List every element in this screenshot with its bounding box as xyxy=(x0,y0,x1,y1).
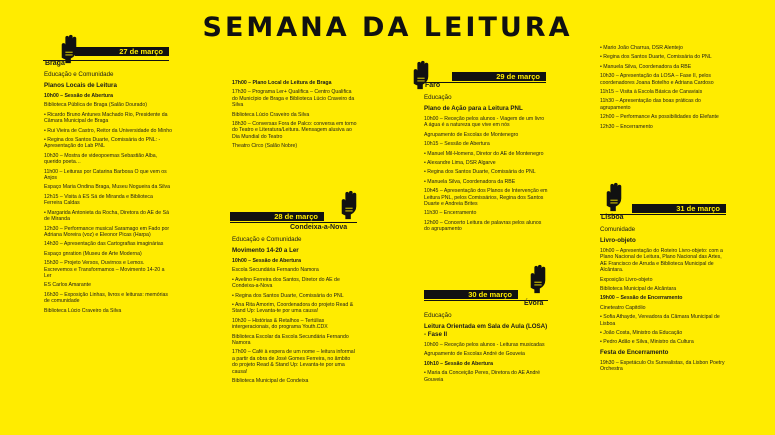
list-item: 12h30 – Performance musical Saramago em Fado por Adriana Moreira (voz) e Eleonor Picas (Harpa) xyxy=(44,225,170,238)
list-item: 10h00 – Receção pelos alunos - Viagem de um livro A água é a natureza que vive em nós xyxy=(424,116,545,129)
list-item: • Sofia Athayde, Vereadora da Câmara Municipal de Lisboa xyxy=(600,314,720,327)
list-item: 10h00 – Sessão de Abertura xyxy=(232,258,302,264)
program-label: Movimento 14-20 a Ler xyxy=(232,247,299,254)
raised-hand-icon xyxy=(527,264,549,294)
city-faro: Faro xyxy=(425,82,441,89)
list-item: 12h30 – Encerramento xyxy=(600,123,653,130)
list-item: • Ana Rita Amorim, Coordenadora do projeto Read & Stand Up: Levanta-te por uma causa! xyxy=(232,302,354,315)
list-item: 10h30 – Mostra de videopoemas Sebastião Alba, querido poeta… xyxy=(44,152,158,166)
area-label: Educação xyxy=(424,94,452,101)
raised-hand-icon xyxy=(603,182,625,212)
list-item: 12h15 – Visita à ES Sá de Miranda e Biblioteca Ferreira Caldas xyxy=(44,193,153,207)
list-item: 10h00 – Apresentação do Roteiro Livro-objeto: com a Plano Nacional de Leitura, Plano Nacional das Artes, AE Francisco de Arruda e Biblioteca Municipal de Alcântara. xyxy=(600,248,723,274)
list-item: 19h30 – Espetáculo Os Surrealistas, da Lisbon Poetry Orchestra xyxy=(600,359,725,373)
column-evora xyxy=(424,312,548,386)
date-bar-30: 30 de março xyxy=(424,290,518,299)
list-item: 17h00 – Plano Local de Leitura de Braga xyxy=(232,80,332,86)
list-item: 11h00 – Leituras por Catarina Barbosa O que vem os Anjos xyxy=(44,168,167,182)
divider xyxy=(230,222,357,223)
area-label: Educação e Comunidade xyxy=(232,236,302,243)
list-item: 11h30 – Encerramento xyxy=(424,210,477,217)
festa-heading: Festa de Encerramento xyxy=(600,348,669,356)
list-item: Biblioteca Escolar da Escola Secundária Fernando Namora xyxy=(232,333,349,347)
list-item: 12h00 – Performance As possibilidades do Elefante xyxy=(600,114,719,121)
list-item: Cineteatro Capitólio xyxy=(600,304,646,311)
list-item: Agrupamento de Escolas André de Gouveia xyxy=(424,351,525,358)
list-item: 11h15 – Visita à Escola Básica de Canaviais xyxy=(600,89,703,96)
list-item: 17h00 – Café à espera de um nome – leitura informal a partir da obra de José Gomes Ferreira, no âmbito do projeto Read & Stand Up: Levanta-te por uma causa! xyxy=(232,349,355,375)
list-item: Exposição Livro-objeto xyxy=(600,276,653,283)
list-item: 10h30 – Apresentação da LOSA – Fase II, pelos coordenadores Joana Botelho e Adriana Cardoso xyxy=(600,73,714,86)
list-item: • Regina dos Santos Duarte, Comissária do PNL xyxy=(600,54,712,61)
list-item: Espaço gnration (Museu de Arte Moderna) xyxy=(44,250,142,257)
list-item: • Ricardo Bruno Antunes Machado Rio, Presidente da Câmara Municipal de Braga xyxy=(44,111,168,125)
list-item: 16h30 – Exposição Linhas, livros e leituras: memórias de comunidade xyxy=(44,291,168,305)
city-condeixa: Condeixa-a-Nova xyxy=(290,224,348,231)
area-label: Educação e Comunidade xyxy=(44,71,114,78)
list-item: • Margarida Antonieta da Rocha, Diretora do AE de Sá de Miranda xyxy=(44,209,169,223)
list-item: 10h10 – Sessão de Abertura xyxy=(424,360,494,367)
list-item: • Alexandre Lima, DSR Algarve xyxy=(424,160,496,167)
list-item: 17h30 – Programa Ler+ Qualifica – Centro Qualifica do Município de Braga e Biblioteca Lúcio Craveiro da Silva xyxy=(232,89,355,109)
list-item: Biblioteca Pública de Braga (Salão Dourado) xyxy=(44,102,147,109)
list-item: • Manuela Silva, Coordenadora da RBE xyxy=(424,178,516,185)
list-item: 12h00 – Concerto Leitura de palavras pelos alunos do agrupamento xyxy=(424,219,542,233)
date-bar-31: 31 de março xyxy=(632,204,726,213)
list-item: Biblioteca Lúcio Craveiro da Silva xyxy=(232,111,310,118)
list-item: Biblioteca Municipal de Alcântara xyxy=(600,286,677,293)
list-item: 15h30 – Projeto Versos, Ouvirnos e Lemos. Escrevemos e Transformamos – Movimento 14-20 a Ler xyxy=(44,260,165,279)
list-item: Espaço Maria Ondina Braga, Museu Nogueira da Silva xyxy=(44,184,171,191)
area-label: Comunidade xyxy=(600,226,636,233)
list-item: Theatro Circo (Salão Nobre) xyxy=(232,143,298,150)
list-item: 10h15 – Sessão de Abertura xyxy=(424,141,490,148)
list-item: 10h45 – Apresentação dos Planos de Intervenção em Leitura PNL, pelos Comissários, Regina dos Santos Duarte e Andreia Brites xyxy=(424,188,548,208)
date-bar-28: 28 de março xyxy=(230,212,324,221)
list-item: 19h00 – Sessão de Encerramento xyxy=(600,295,683,302)
raised-hand-icon xyxy=(338,190,360,220)
column-braga xyxy=(44,71,172,317)
city-braga: Braga xyxy=(45,60,65,67)
list-item: Escola Secundária Fernando Namora xyxy=(232,267,319,274)
area-label: Educação xyxy=(424,312,452,319)
date-bar-27: 27 de março xyxy=(75,47,169,56)
list-item: • Manuel Mil-Homens, Diretor do AE de Montenegro xyxy=(424,150,544,157)
list-item: • Regina dos Santos Duarte, Comissária do PNL xyxy=(232,292,344,299)
list-item: • Manuela Silva, Coordenadora da RBE xyxy=(600,63,692,70)
column-evora-cont xyxy=(600,45,728,133)
list-item: Agrupamento de Escolas de Montenegro xyxy=(424,131,519,138)
list-item: • Maria da Conceição Peres, Diretora do AE André Gouveia xyxy=(424,370,541,383)
list-item: Biblioteca Municipal de Condeixa xyxy=(232,378,309,385)
city-lisboa: Lisboa xyxy=(601,214,624,221)
list-item: • Pedro Adão e Silva, Ministro da Cultura xyxy=(600,339,694,346)
column-lisboa xyxy=(600,226,728,376)
date-bar-29: 29 de março xyxy=(452,72,546,81)
program-label: Plano de Ação para a Leitura PNL xyxy=(424,105,523,112)
page-title: SEMANA DA LEITURA xyxy=(202,12,573,43)
list-item: ES Carlos Amarante xyxy=(44,282,91,289)
program-label: Livro-objeto xyxy=(600,237,636,244)
list-item: 18h30 – Conversas Fora de Palco: conversa em torno do Teatro e Literatura/Leitura. Mensagem alusiva ao Dia Mundial do Teatro xyxy=(232,121,357,140)
list-item: • Rui Vieira de Castro, Reitor da Universidade do Minho xyxy=(44,127,173,134)
list-item: • Regina dos Santos Duarte, Comissária do PNL: - Apresentação do Lab PNL xyxy=(44,137,161,150)
column-braga-cont xyxy=(232,80,357,153)
program-label: Leitura Orientada em Sala de Aula (LOSA) - Fase II xyxy=(424,323,548,338)
list-item: 10h00 – Sessão de Abertura xyxy=(44,93,114,99)
list-item: 10h30 – Histórias & Retalhos – Tertúlias intergeracionais, do programa Youth.CDX xyxy=(232,317,328,331)
city-evora: Évora xyxy=(524,300,544,307)
column-faro xyxy=(424,94,548,236)
program-label: Planos Locais de Leitura xyxy=(44,82,117,89)
list-item: • Avelino Ferreira dos Santos, Diretor do AE de Condeixa-a-Nova xyxy=(232,276,340,290)
list-item: • Mario João Charrua, DSR Alentejo xyxy=(600,45,683,51)
list-item: 10h00 – Receção pelos alunos - Leituras musicadas xyxy=(424,342,545,348)
list-item: • Regina dos Santos Duarte, Comissária do PNL xyxy=(424,169,536,176)
list-item: • João Costa, Ministro da Educação xyxy=(600,330,683,337)
list-item: 11h30 – Apresentação das boas práticas do agrupamento xyxy=(600,98,701,111)
list-item: 14h30 – Apresentação das Cartografias imaginárias xyxy=(44,241,164,248)
column-condeixa xyxy=(232,236,357,388)
list-item: Biblioteca Lúcio Craveiro da Silva xyxy=(44,307,122,314)
